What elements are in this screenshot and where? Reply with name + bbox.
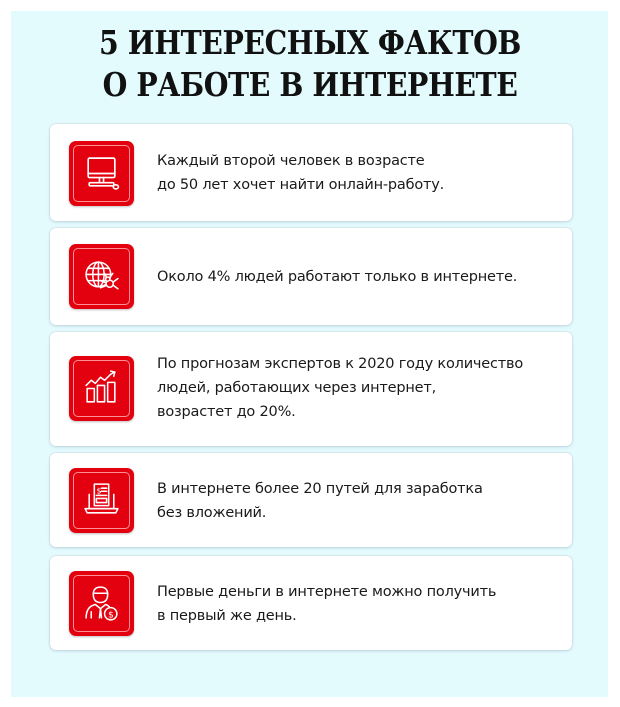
fact-card-3 bbox=[50, 332, 572, 446]
svg-text:$: $ bbox=[96, 485, 102, 496]
fact-text bbox=[157, 149, 444, 197]
fact-card-5 bbox=[50, 556, 572, 650]
fact-card-1 bbox=[50, 124, 572, 221]
fact-text-line: без вложений. bbox=[157, 505, 267, 521]
page-title bbox=[43, 22, 576, 106]
fact-text-line: Каждый второй человек в возрасте bbox=[157, 153, 425, 169]
icon-badge bbox=[69, 141, 134, 206]
fact-text-line: По прогнозам экспертов к 2020 году количество bbox=[157, 356, 524, 372]
fact-text-line: возрастет до 20%. bbox=[157, 404, 296, 420]
icon-badge bbox=[69, 468, 134, 533]
fact-text-line: в первый же день. bbox=[157, 608, 297, 624]
fact-text bbox=[157, 352, 523, 424]
svg-text:$: $ bbox=[107, 609, 114, 621]
fact-text-line: людей, работающих через интернет, bbox=[157, 380, 437, 396]
fact-text bbox=[157, 477, 483, 525]
fact-card-4 bbox=[50, 453, 572, 547]
title-line-1: 5 ИНТЕРЕСНЫХ ФАКТОВ bbox=[99, 23, 521, 62]
fact-text-line: Первые деньги в интернете можно получить bbox=[157, 584, 497, 600]
fact-text bbox=[157, 580, 496, 628]
growth-chart-icon bbox=[81, 368, 122, 409]
icon-badge bbox=[69, 571, 134, 636]
fact-text bbox=[157, 265, 517, 289]
globe-spider-icon bbox=[81, 256, 122, 297]
icon-badge bbox=[69, 244, 134, 309]
fact-text-line: до 50 лет хочет найти онлайн-работу. bbox=[157, 177, 445, 193]
fact-text-line: Около 4% людей работают только в интернете. bbox=[157, 269, 518, 285]
icon-badge bbox=[69, 356, 134, 421]
businessman-money-icon bbox=[81, 583, 122, 624]
fact-card-2 bbox=[50, 228, 572, 325]
fact-text-line: В интернете более 20 путей для заработка bbox=[157, 481, 483, 497]
laptop-invoice-icon bbox=[81, 480, 122, 521]
title-line-2: О РАБОТЕ В ИНТЕРНЕТЕ bbox=[102, 65, 518, 104]
computer-monitor-icon bbox=[81, 153, 122, 194]
